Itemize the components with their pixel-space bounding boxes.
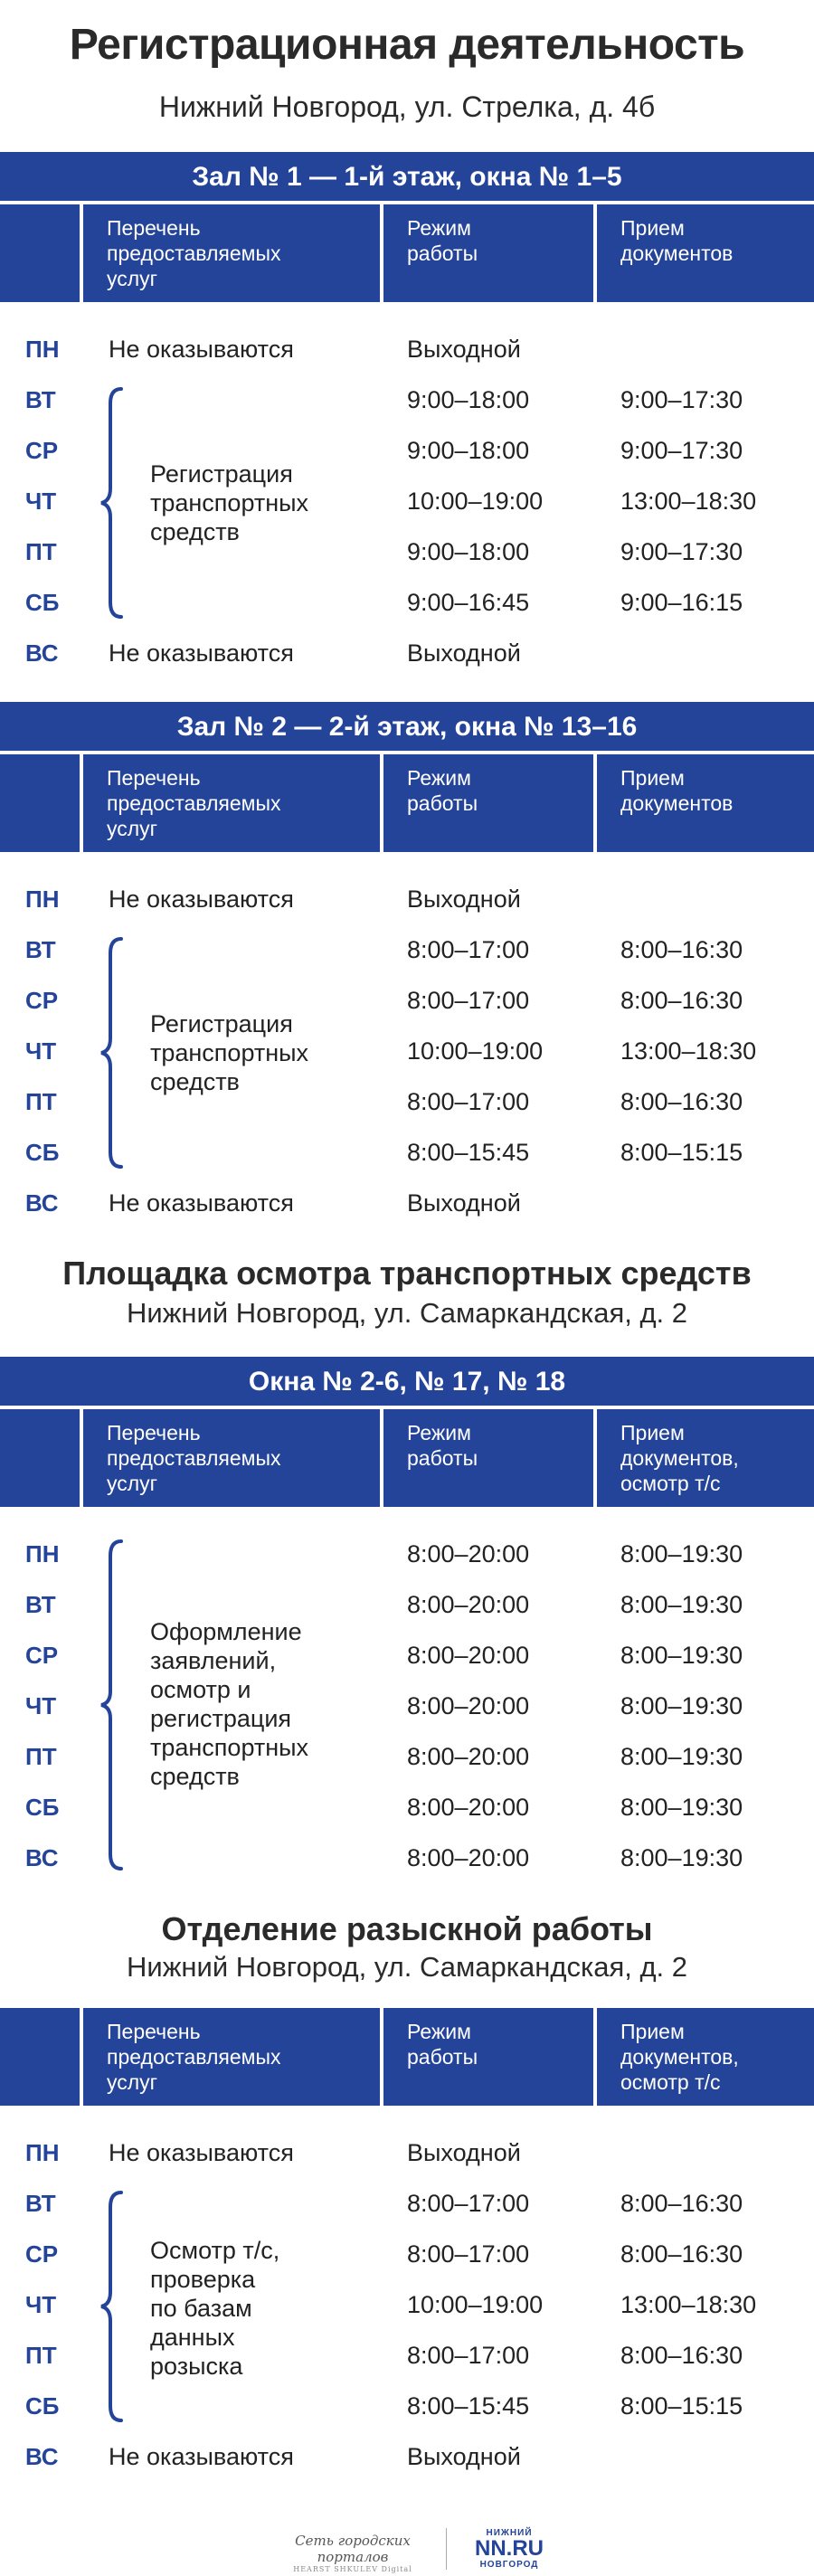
search-dept-address: Нижний Новгород, ул. Самаркандская, д. 2 bbox=[126, 1951, 688, 1983]
work-hours-cell: Выходной bbox=[407, 2443, 521, 2470]
header-documents-inspection: Прием документов, осмотр т/с bbox=[597, 1409, 814, 1507]
inspection-brace bbox=[99, 1538, 136, 1872]
documents-hours-cell: 8:00–16:30 bbox=[620, 1088, 743, 1115]
documents-hours-cell: 8:00–16:30 bbox=[620, 2190, 743, 2217]
day-label: ПН bbox=[25, 1540, 60, 1567]
work-hours-cell: 10:00–19:00 bbox=[407, 2291, 544, 2318]
hall1-header: Зал № 1 — 1-й этаж, окна № 1–5 bbox=[0, 152, 814, 203]
documents-hours-cell: 8:00–19:30 bbox=[620, 1642, 743, 1669]
header-day-cell bbox=[0, 204, 80, 302]
documents-hours-cell: 8:00–19:30 bbox=[620, 1591, 743, 1618]
inspection-header: Окна № 2-6, № 17, № 18 bbox=[0, 1357, 814, 1407]
work-hours-cell: 10:00–19:00 bbox=[407, 488, 544, 515]
documents-hours-cell: 8:00–19:30 bbox=[620, 1540, 743, 1567]
work-hours-cell: Выходной bbox=[407, 2139, 521, 2166]
work-hours-cell: 9:00–18:00 bbox=[407, 386, 530, 413]
nn-ru-logo: НИЖНИЙ NN.RU НОВГОРОД bbox=[475, 2528, 544, 2570]
documents-hours-cell: 8:00–19:30 bbox=[620, 1794, 743, 1821]
network-logo: Сеть городских порталов HEARST SHKULEV Digital bbox=[293, 2533, 412, 2573]
work-hours-cell: 8:00–17:00 bbox=[407, 936, 530, 963]
work-hours-cell: Выходной bbox=[407, 336, 521, 363]
day-label: СБ bbox=[25, 1139, 60, 1166]
day-label: СБ bbox=[25, 1794, 60, 1821]
work-hours-cell: Выходной bbox=[407, 886, 521, 913]
inspection-address: Нижний Новгород, ул. Самаркандская, д. 2 bbox=[126, 1297, 688, 1329]
hall1-schedule-row bbox=[0, 331, 814, 367]
documents-hours-cell: 8:00–15:15 bbox=[620, 2392, 743, 2420]
service-cell: Не оказываются bbox=[109, 1189, 294, 1217]
day-label: СБ bbox=[25, 2392, 60, 2420]
day-label: ПТ bbox=[25, 538, 57, 565]
hall2-header: Зал № 2 — 2-й этаж, окна № 13–16 bbox=[0, 702, 814, 753]
work-hours-cell: 8:00–17:00 bbox=[407, 2240, 530, 2268]
work-hours-cell: 8:00–17:00 bbox=[407, 2190, 530, 2217]
work-hours-cell: 8:00–17:00 bbox=[407, 2342, 530, 2369]
day-label: СБ bbox=[25, 589, 60, 616]
work-hours-cell: 8:00–20:00 bbox=[407, 1794, 530, 1821]
header-day-cell bbox=[0, 754, 80, 852]
day-label: ПТ bbox=[25, 1743, 57, 1770]
day-label: ЧТ bbox=[25, 1037, 57, 1065]
hall1-service-text: Регистрация транспортных средств bbox=[150, 460, 309, 545]
service-cell: Не оказываются bbox=[109, 2443, 294, 2470]
documents-hours-cell: 8:00–19:30 bbox=[620, 1692, 743, 1719]
documents-hours-cell: 13:00–18:30 bbox=[620, 1037, 757, 1065]
inspection-service-text: Оформление заявлений, осмотр и регистрация транспортных средств bbox=[150, 1618, 309, 1790]
hall2-brace bbox=[99, 935, 136, 1170]
hall2-service-text: Регистрация транспортных средств bbox=[150, 1010, 309, 1095]
day-label: ВТ bbox=[25, 936, 56, 963]
search-dept-schedule-row bbox=[0, 2439, 814, 2475]
documents-hours-cell: 8:00–16:30 bbox=[620, 936, 743, 963]
hall1-schedule-row bbox=[0, 635, 814, 671]
page-subtitle: Нижний Новгород, ул. Стрелка, д. 4б bbox=[158, 90, 656, 123]
search-dept-schedule-row bbox=[0, 2135, 814, 2171]
header-day-cell bbox=[0, 2008, 80, 2106]
work-hours-cell: 8:00–17:00 bbox=[407, 1088, 530, 1115]
documents-hours-cell: 8:00–19:30 bbox=[620, 1844, 743, 1871]
day-label: СР bbox=[25, 987, 59, 1014]
header-work-hours: Режим работы bbox=[383, 2008, 593, 2106]
search-dept-service-text: Осмотр т/с, проверка по базам данных розыска bbox=[150, 2237, 280, 2380]
service-cell: Не оказываются bbox=[109, 639, 294, 667]
work-hours-cell: 8:00–20:00 bbox=[407, 1743, 530, 1770]
day-label: ЧТ bbox=[25, 488, 57, 515]
search-dept-title: Отделение разыскной работы bbox=[161, 1910, 653, 1947]
hall1-brace bbox=[99, 385, 136, 620]
service-cell: Не оказываются bbox=[109, 336, 294, 363]
day-label: ВТ bbox=[25, 386, 56, 413]
work-hours-cell: 9:00–16:45 bbox=[407, 589, 530, 616]
header-services: Перечень предоставляемых услуг bbox=[83, 754, 380, 852]
day-label: ВТ bbox=[25, 2190, 56, 2217]
footer-divider bbox=[446, 2528, 447, 2570]
day-label: ВС bbox=[25, 2443, 59, 2470]
day-label: ВТ bbox=[25, 1591, 56, 1618]
work-hours-cell: 8:00–20:00 bbox=[407, 1540, 530, 1567]
day-label: ВС bbox=[25, 639, 59, 667]
work-hours-cell: 8:00–15:45 bbox=[407, 2392, 530, 2420]
work-hours-cell: 9:00–18:00 bbox=[407, 437, 530, 464]
work-hours-cell: 8:00–17:00 bbox=[407, 987, 530, 1014]
day-label: ПН bbox=[25, 886, 60, 913]
header-services: Перечень предоставляемых услуг bbox=[83, 2008, 380, 2106]
documents-hours-cell: 9:00–16:15 bbox=[620, 589, 743, 616]
search-dept-brace bbox=[99, 2189, 136, 2424]
documents-hours-cell: 8:00–16:30 bbox=[620, 2342, 743, 2369]
day-label: ПН bbox=[25, 336, 60, 363]
documents-hours-cell: 13:00–18:30 bbox=[620, 2291, 757, 2318]
header-work-hours: Режим работы bbox=[383, 1409, 593, 1507]
work-hours-cell: 9:00–18:00 bbox=[407, 538, 530, 565]
search-dept-table-header bbox=[0, 2008, 814, 2106]
work-hours-cell: 8:00–20:00 bbox=[407, 1642, 530, 1669]
documents-hours-cell: 8:00–16:30 bbox=[620, 2240, 743, 2268]
page-title: Регистрационная деятельность bbox=[69, 21, 745, 69]
day-label: СР bbox=[25, 1642, 59, 1669]
day-label: ПН bbox=[25, 2139, 60, 2166]
day-label: СР bbox=[25, 2240, 59, 2268]
work-hours-cell: 8:00–20:00 bbox=[407, 1591, 530, 1618]
day-label: ЧТ bbox=[25, 2291, 57, 2318]
day-label: ВС bbox=[25, 1844, 59, 1871]
documents-hours-cell: 9:00–17:30 bbox=[620, 437, 743, 464]
hall1-table-header bbox=[0, 204, 814, 302]
documents-hours-cell: 9:00–17:30 bbox=[620, 386, 743, 413]
work-hours-cell: 8:00–15:45 bbox=[407, 1139, 530, 1166]
work-hours-cell: Выходной bbox=[407, 1189, 521, 1217]
header-documents: Прием документов bbox=[597, 204, 814, 302]
service-cell: Не оказываются bbox=[109, 2139, 294, 2166]
documents-hours-cell: 8:00–16:30 bbox=[620, 987, 743, 1014]
day-label: ПТ bbox=[25, 2342, 57, 2369]
documents-hours-cell: 8:00–19:30 bbox=[620, 1743, 743, 1770]
work-hours-cell: 8:00–20:00 bbox=[407, 1692, 530, 1719]
day-label: ПТ bbox=[25, 1088, 57, 1115]
hall2-table-header bbox=[0, 754, 814, 852]
header-work-hours: Режим работы bbox=[383, 204, 593, 302]
work-hours-cell: 10:00–19:00 bbox=[407, 1037, 544, 1065]
work-hours-cell: Выходной bbox=[407, 639, 521, 667]
header-documents-inspection: Прием документов, осмотр т/с bbox=[597, 2008, 814, 2106]
documents-hours-cell: 13:00–18:30 bbox=[620, 488, 757, 515]
day-label: СР bbox=[25, 437, 59, 464]
inspection-table-header bbox=[0, 1409, 814, 1507]
header-services: Перечень предоставляемых услуг bbox=[83, 1409, 380, 1507]
documents-hours-cell: 8:00–15:15 bbox=[620, 1139, 743, 1166]
header-work-hours: Режим работы bbox=[383, 754, 593, 852]
inspection-title: Площадка осмотра транспортных средств bbox=[62, 1255, 752, 1292]
work-hours-cell: 8:00–20:00 bbox=[407, 1844, 530, 1871]
hall2-schedule-row bbox=[0, 1185, 814, 1221]
documents-hours-cell: 9:00–17:30 bbox=[620, 538, 743, 565]
day-label: ЧТ bbox=[25, 1692, 57, 1719]
hall2-schedule-row bbox=[0, 881, 814, 917]
header-services: Перечень предоставляемых услуг bbox=[83, 204, 380, 302]
header-documents: Прием документов bbox=[597, 754, 814, 852]
header-day-cell bbox=[0, 1409, 80, 1507]
day-label: ВС bbox=[25, 1189, 59, 1217]
service-cell: Не оказываются bbox=[109, 886, 294, 913]
